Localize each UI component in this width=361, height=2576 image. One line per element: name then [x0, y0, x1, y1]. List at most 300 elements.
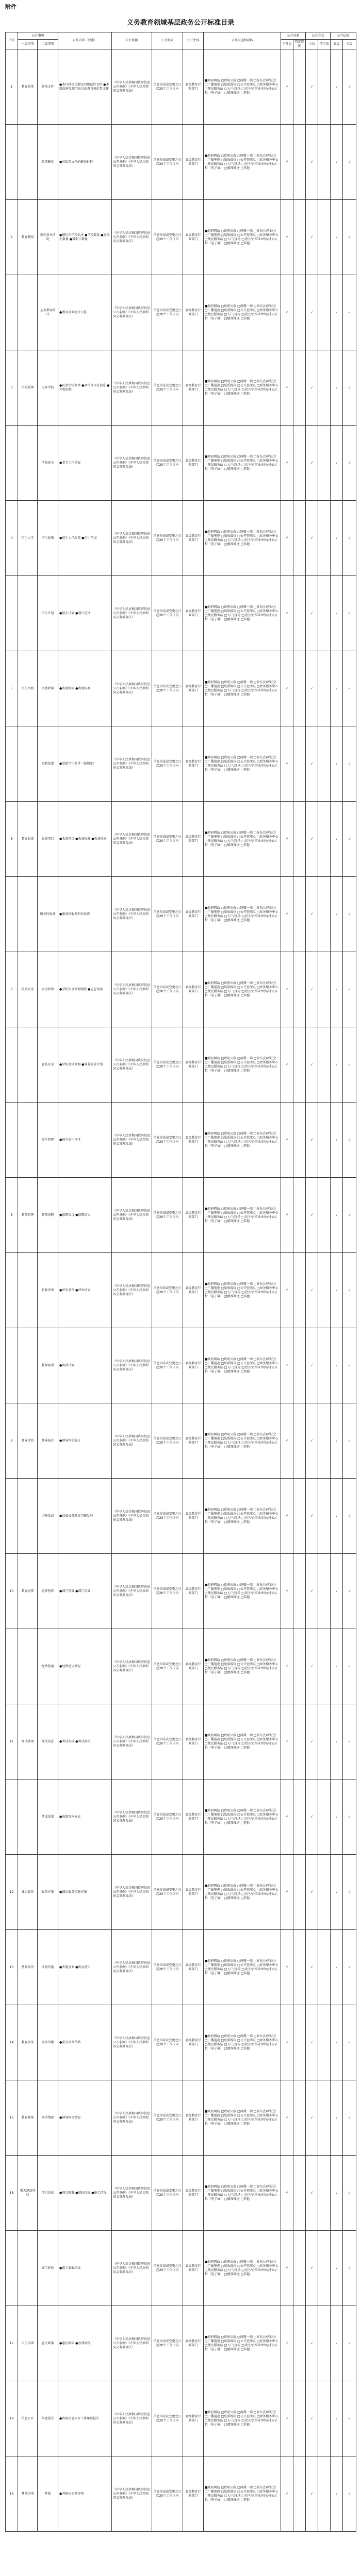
cell-active: √ — [306, 1178, 318, 1253]
cell-county: √ — [331, 501, 343, 576]
cell-channel: ■政府网站 □政府公报 □两微一端 □发布会/听证会 □广播电视 □纸质媒体 □公开查阅点 □政务服务中心 □便民服务站 □入户/现场 □社区/企事业单位/村公示栏（电子屏） □精准推送 □其他 — [204, 350, 281, 426]
cell-level2: 资助政策 — [38, 651, 58, 726]
cell-specific — [293, 2080, 306, 2156]
cell-seq — [6, 1328, 18, 1403]
cell-content: ●服务性收费和代收费 — [58, 877, 112, 952]
cell-specific — [293, 1403, 306, 1479]
cell-level2: 均衡发展 — [38, 1479, 58, 1554]
cell-basis: 《中华人民共和国政府信息公开条例》《中华人民共和国义务教育法》 — [112, 2381, 152, 2456]
cell-subject: 县级教育行政部门 — [183, 350, 204, 426]
cell-level1: 教育督导 — [18, 2080, 38, 2156]
cell-seq — [6, 726, 18, 802]
cell-all-society: √ — [281, 1930, 293, 2005]
cell-all-society: √ — [281, 2080, 293, 2156]
cell-content: ●政府信息公开工作年度报告 — [58, 2381, 112, 2456]
cell-subject: 县级教育行政部门 — [183, 2231, 204, 2306]
cell-content: ●学校食堂管理 ●营养改善计划 — [58, 1027, 112, 1103]
cell-active: √ — [306, 2456, 318, 2532]
cell-active: √ — [306, 275, 318, 350]
cell-active: √ — [306, 501, 318, 576]
header-active: 主动 — [306, 40, 318, 49]
table-row — [6, 952, 356, 1027]
cell-county: √ — [331, 952, 343, 1027]
cell-content: ●招生计划 ●划片范围 — [58, 576, 112, 651]
cell-all-society: √ — [281, 2156, 293, 2231]
cell-basis: 《中华人民共和国政府信息公开条例》《中华人民共和国义务教育法》 — [112, 576, 152, 651]
cell-active: √ — [306, 426, 318, 501]
cell-time: 信息形成或变更之日起20个工作日内 — [152, 1403, 183, 1479]
cell-specific — [293, 2456, 306, 2532]
cell-request — [318, 576, 331, 651]
cell-channel: ■政府网站 □政府公报 □两微一端 □发布会/听证会 □广播电视 □纸质媒体 □公开查阅点 □政务服务中心 □便民服务站 □入户/现场 □社区/企事业单位/村公示栏（电子屏） □精准推送 □其他 — [204, 2080, 281, 2156]
cell-channel: ■政府网站 □政府公报 □两微一端 □发布会/听证会 □广播电视 □纸质媒体 □公开查阅点 □政务服务中心 □便民服务站 □入户/现场 □社区/企事业单位/村公示栏（电子屏） □精准推送 □其他 — [204, 1253, 281, 1328]
cell-level1: 营养改善 — [18, 1930, 38, 2005]
cell-basis: 《中华人民共和国政府信息公开条例》《中华人民共和国义务教育法》 — [112, 2306, 152, 2381]
cell-all-society: √ — [281, 952, 293, 1027]
cell-basis: 《中华人民共和国政府信息公开条例》《中华人民共和国义务教育法》 — [112, 1554, 152, 1629]
cell-request — [318, 1554, 331, 1629]
table-row — [6, 2456, 356, 2532]
cell-seq — [6, 2231, 18, 2306]
cell-content: ●民办学校名单 ●办学许可证信息 ●年检结果 — [58, 350, 112, 426]
cell-active: √ — [306, 350, 318, 426]
cell-time: 信息形成或变更之日起20个工作日内 — [152, 200, 183, 275]
cell-level1 — [18, 426, 38, 501]
cell-time: 信息形成或变更之日起20个工作日内 — [152, 1780, 183, 1855]
table-row — [6, 1178, 356, 1253]
cell-active: √ — [306, 1403, 318, 1479]
cell-level2: 民办学校 — [38, 350, 58, 426]
cell-active: √ — [306, 2231, 318, 2306]
cell-county: √ — [331, 1253, 343, 1328]
cell-basis: 《中华人民共和国政府信息公开条例》《中华人民共和国义务教育法》 — [112, 350, 152, 426]
cell-level1: 学生资助 — [18, 651, 38, 726]
table-row — [6, 651, 356, 726]
cell-county: √ — [331, 1403, 343, 1479]
cell-channel: ■政府网站 □政府公报 □两微一端 □发布会/听证会 □广播电视 □纸质媒体 □公开查阅点 □政务服务中心 □便民服务站 □入户/现场 □社区/企事业单位/村公示栏（电子屏） □精准推送 □其他 — [204, 802, 281, 877]
cell-level2: 教师培训 — [38, 1328, 58, 1403]
cell-county: √ — [331, 2456, 343, 2532]
header-level: 公开层级 — [331, 32, 356, 40]
table-row — [6, 275, 356, 350]
cell-specific — [293, 1103, 306, 1178]
cell-county: √ — [331, 1554, 343, 1629]
cell-all-society: √ — [281, 1629, 293, 1704]
table-row — [6, 200, 356, 275]
cell-request — [318, 1178, 331, 1253]
cell-subject: 县级教育行政部门 — [183, 1027, 204, 1103]
cell-time: 信息形成或变更之日起20个工作日内 — [152, 1103, 183, 1178]
cell-subject: 县级教育行政部门 — [183, 125, 204, 200]
cell-level2: 其他 — [38, 2456, 58, 2532]
cell-specific — [293, 1629, 306, 1704]
cell-all-society: √ — [281, 1027, 293, 1103]
cell-level1 — [18, 1103, 38, 1178]
cell-channel: ■政府网站 □政府公报 □两微一端 □发布会/听证会 □广播电视 □纸质媒体 □公开查阅点 □政务服务中心 □便民服务站 □入户/现场 □社区/企事业单位/村公示栏（电子屏） □精准推送 □其他 — [204, 200, 281, 275]
cell-basis: 《中华人民共和国政府信息公开条例》《中华人民共和国义务教育法》 — [112, 49, 152, 125]
cell-specific — [293, 726, 306, 802]
cell-seq — [6, 576, 18, 651]
table-body — [6, 49, 356, 2532]
cell-active: √ — [306, 2306, 318, 2381]
cell-content: ●受助学生名单（按规定） — [58, 726, 112, 802]
cell-county: √ — [331, 275, 343, 350]
cell-active: √ — [306, 726, 318, 802]
header-subject: 公开主体 — [183, 32, 204, 49]
cell-level1 — [18, 2231, 38, 2306]
cell-content: ●部门预算 ●部门决算 — [58, 1554, 112, 1629]
cell-time: 信息形成或变更之日起20个工作日内 — [152, 350, 183, 426]
cell-township: √ — [343, 2156, 356, 2231]
cell-level1: 重大建设项目 — [18, 2156, 38, 2231]
cell-request — [318, 726, 331, 802]
header-content: 公开内容（要素） — [58, 32, 112, 49]
cell-level2: 问责情况 — [38, 2080, 58, 2156]
cell-county: √ — [331, 49, 343, 125]
cell-specific — [293, 49, 306, 125]
cell-township: √ — [343, 1780, 356, 1855]
cell-seq: 10 — [6, 1554, 18, 1629]
cell-specific — [293, 1554, 306, 1629]
cell-county: √ — [331, 1629, 343, 1704]
table-row — [6, 802, 356, 877]
cell-content: ●培训计划 — [58, 1328, 112, 1403]
cell-content: ●督导问责情况 — [58, 2080, 112, 2156]
cell-subject: 县级教育行政部门 — [183, 1780, 204, 1855]
cell-channel: ■政府网站 □政府公报 □两微一端 □发布会/听证会 □广播电视 □纸质媒体 □公开查阅点 □政务服务中心 □便民服务站 □入户/现场 □社区/企事业单位/村公示栏（电子屏） □精准推送 □其他 — [204, 1554, 281, 1629]
header-county: 县级 — [331, 40, 343, 49]
cell-basis: 《中华人民共和国政府信息公开条例》《中华人民共和国义务教育法》 — [112, 1704, 152, 1780]
cell-specific — [293, 1704, 306, 1780]
cell-seq: 5 — [6, 651, 18, 726]
cell-active: √ — [306, 1027, 318, 1103]
cell-specific — [293, 1253, 306, 1328]
cell-time: 信息形成或变更之日起20个工作日内 — [152, 576, 183, 651]
cell-level2: 经费使用 — [38, 1629, 58, 1704]
cell-channel: ■政府网站 □政府公报 □两微一端 □发布会/听证会 □广播电视 □纸质媒体 □公开查阅点 □政务服务中心 □便民服务站 □入户/现场 □社区/企事业单位/村公示栏（电子屏） □精准推送 □其他 — [204, 426, 281, 501]
cell-township: √ — [343, 1930, 356, 2005]
cell-level1: 教育政策 — [18, 49, 38, 125]
cell-all-society: √ — [281, 1328, 293, 1403]
cell-basis: 《中华人民共和国政府信息公开条例》《中华人民共和国义务教育法》 — [112, 1403, 152, 1479]
table-row — [6, 125, 356, 200]
cell-all-society: √ — [281, 2231, 293, 2306]
cell-active: √ — [306, 125, 318, 200]
cell-basis: 《中华人民共和国政府信息公开条例》《中华人民共和国义务教育法》 — [112, 1178, 152, 1253]
cell-level2: 安全管理 — [38, 952, 58, 1027]
cell-request — [318, 1704, 331, 1780]
cell-all-society: √ — [281, 1479, 293, 1554]
cell-time: 信息形成或变更之日起20个工作日内 — [152, 1930, 183, 2005]
cell-seq: 14 — [6, 2005, 18, 2080]
cell-seq: 11 — [6, 1704, 18, 1780]
cell-seq — [6, 1629, 18, 1704]
cell-seq: 1 — [6, 49, 18, 125]
cell-active: √ — [306, 1704, 318, 1780]
cell-level1: 其他事项 — [18, 2456, 38, 2532]
cell-level2: 招生政策 — [38, 501, 58, 576]
cell-subject: 县级教育行政部门 — [183, 576, 204, 651]
cell-active: √ — [306, 1253, 318, 1328]
cell-content: ●安全工作情况 — [58, 426, 112, 501]
cell-level1 — [18, 1027, 38, 1103]
cell-channel: ■政府网站 □政府公报 □两微一端 □发布会/听证会 □广播电视 □纸质媒体 □公开查阅点 □政务服务中心 □便民服务站 □入户/现场 □社区/企事业单位/村公示栏（电子屏） □精准推送 □其他 — [204, 1704, 281, 1780]
cell-request — [318, 1629, 331, 1704]
cell-request — [318, 1253, 331, 1328]
cell-all-society: √ — [281, 1103, 293, 1178]
cell-township: √ — [343, 2005, 356, 2080]
cell-level2: 义务教育统计 — [38, 275, 58, 350]
cell-time: 信息形成或变更之日起20个工作日内 — [152, 275, 183, 350]
header-item: 公开事项 — [18, 32, 58, 40]
cell-township: √ — [343, 1103, 356, 1178]
header-specific: 特定群体 — [293, 40, 306, 49]
cell-county: √ — [331, 2381, 343, 2456]
cell-county: √ — [331, 2231, 343, 2306]
cell-channel: ■政府网站 □政府公报 □两微一端 □发布会/听证会 □广播电视 □纸质媒体 □公开查阅点 □政务服务中心 □便民服务站 □入户/现场 □社区/企事业单位/村公示栏（电子屏） □精准推送 □其他 — [204, 1855, 281, 1930]
cell-level2: 资助结果 — [38, 726, 58, 802]
cell-time: 信息形成或变更之日起20个工作日内 — [152, 1629, 183, 1704]
cell-active: √ — [306, 1103, 318, 1178]
cell-level2: 考试信息 — [38, 1704, 58, 1780]
cell-level2: 教育基本情况 — [38, 200, 58, 275]
cell-content: ●县域义务教育均衡发展 — [58, 1479, 112, 1554]
cell-basis: 《中华人民共和国政府信息公开条例》《中华人民共和国义务教育法》 — [112, 200, 152, 275]
cell-specific — [293, 651, 306, 726]
cell-active: √ — [306, 651, 318, 726]
cell-county: √ — [331, 1178, 343, 1253]
cell-content: ●学校安全管理制度 ●应急预案 — [58, 952, 112, 1027]
cell-township: √ — [343, 1554, 356, 1629]
cell-all-society: √ — [281, 1253, 293, 1328]
cell-subject: 县级教育行政部门 — [183, 802, 204, 877]
cell-subject: 县级教育行政部门 — [183, 1103, 204, 1178]
cell-county: √ — [331, 1027, 343, 1103]
cell-request — [318, 952, 331, 1027]
cell-content: ●对政策文件的解读材料 — [58, 125, 112, 200]
cell-level2: 食品安全 — [38, 1027, 58, 1103]
cell-township: √ — [343, 1704, 356, 1780]
cell-level2: 学校安全 — [38, 426, 58, 501]
cell-specific — [293, 802, 306, 877]
cell-subject: 县级教育行政部门 — [183, 2306, 204, 2381]
cell-subject: 县级教育行政部门 — [183, 49, 204, 125]
cell-channel: ■政府网站 □政府公报 □两微一端 □发布会/听证会 □广播电视 □纸质媒体 □公开查阅点 □政务服务中心 □便民服务站 □入户/现场 □社区/企事业单位/村公示栏（电子屏） □精准推送 □其他 — [204, 2156, 281, 2231]
cell-township: √ — [343, 125, 356, 200]
cell-specific — [293, 952, 306, 1027]
cell-seq: 8 — [6, 1178, 18, 1253]
cell-seq: 17 — [6, 2306, 18, 2381]
cell-specific — [293, 200, 306, 275]
cell-level2: 督导报告 — [38, 1403, 58, 1479]
cell-time: 信息形成或变更之日起20个工作日内 — [152, 426, 183, 501]
header-basis: 公开依据 — [112, 32, 152, 49]
cell-subject: 县级教育行政部门 — [183, 2156, 204, 2231]
cell-channel: ■政府网站 □政府公报 □两微一端 □发布会/听证会 □广播电视 □纸质媒体 □公开查阅点 □政务服务中心 □便民服务站 □入户/现场 □社区/企事业单位/村公示栏（电子屏） □精准推送 □其他 — [204, 1103, 281, 1178]
cell-all-society: √ — [281, 877, 293, 952]
cell-time: 信息形成或变更之日起20个工作日内 — [152, 2231, 183, 2306]
table-row — [6, 726, 356, 802]
cell-all-society: √ — [281, 802, 293, 877]
cell-time: 信息形成或变更之日起20个工作日内 — [152, 2381, 183, 2456]
cell-request — [318, 802, 331, 877]
cell-township: √ — [343, 2381, 356, 2456]
table-row — [6, 1930, 356, 2005]
cell-specific — [293, 275, 306, 350]
cell-township: √ — [343, 49, 356, 125]
cell-subject: 县级教育行政部门 — [183, 1930, 204, 2005]
cell-county: √ — [331, 426, 343, 501]
cell-seq: 2 — [6, 200, 18, 275]
cell-basis: 《中华人民共和国政府信息公开条例》《中华人民共和国义务教育法》 — [112, 125, 152, 200]
cell-channel: ■政府网站 □政府公报 □两微一端 □发布会/听证会 □广播电视 □纸质媒体 □公开查阅点 □政务服务中心 □便民服务站 □入户/现场 □社区/企事业单位/村公示栏（电子屏） □精准推送 □其他 — [204, 1403, 281, 1479]
table-row — [6, 576, 356, 651]
cell-basis: 《中华人民共和国政府信息公开条例》《中华人民共和国义务教育法》 — [112, 651, 152, 726]
cell-request — [318, 501, 331, 576]
cell-time: 信息形成或变更之日起20个工作日内 — [152, 125, 183, 200]
cell-level2: 教师招聘 — [38, 1178, 58, 1253]
cell-level2: 惠民政策 — [38, 2306, 58, 2381]
cell-level1: 学校管理 — [18, 350, 38, 426]
cell-content: ●项目批准 ●招标投标 ●施工情况 — [58, 2156, 112, 2231]
cell-content: ●成绩查询方式 — [58, 1780, 112, 1855]
cell-channel: ■政府网站 □政府公报 □两微一端 □发布会/听证会 □广播电视 □纸质媒体 □公开查阅点 □政务服务中心 □便民服务站 □入户/现场 □社区/企事业单位/村公示栏（电子屏） □精准推送 □其他 — [204, 651, 281, 726]
cell-subject: 县级教育行政部门 — [183, 426, 204, 501]
cell-level2: 经费预算 — [38, 1554, 58, 1629]
table-row — [6, 2306, 356, 2381]
cell-level2: 服务性收费 — [38, 877, 58, 952]
cell-all-society: √ — [281, 49, 293, 125]
cell-time: 信息形成或变更之日起20个工作日内 — [152, 2005, 183, 2080]
cell-all-society: √ — [281, 200, 293, 275]
table-row — [6, 426, 356, 501]
cell-township: √ — [343, 802, 356, 877]
cell-level2: 年度报告 — [38, 2381, 58, 2456]
cell-specific — [293, 1178, 306, 1253]
cell-specific — [293, 1855, 306, 1930]
cell-seq — [6, 125, 18, 200]
cell-active: √ — [306, 2080, 318, 2156]
cell-township: √ — [343, 350, 356, 426]
cell-time: 信息形成或变更之日起20个工作日内 — [152, 1178, 183, 1253]
cell-specific — [293, 1780, 306, 1855]
cell-active: √ — [306, 2156, 318, 2231]
cell-level2: 政策解读 — [38, 125, 58, 200]
cell-level2: 计划实施 — [38, 1930, 58, 2005]
cell-content: ●考试安排 ●考试政策 — [58, 1704, 112, 1780]
header-township: 乡级 — [343, 40, 356, 49]
cell-basis: 《中华人民共和国政府信息公开条例》《中华人民共和国义务教育法》 — [112, 1629, 152, 1704]
cell-request — [318, 1855, 331, 1930]
cell-channel: ■政府网站 □政府公报 □两微一端 □发布会/听证会 □广播电视 □纸质媒体 □公开查阅点 □政务服务中心 □便民服务站 □入户/现场 □社区/企事业单位/村公示栏（电子屏） □精准推送 □其他 — [204, 1328, 281, 1403]
cell-content: ●其他应公开事项 — [58, 2456, 112, 2532]
cell-county: √ — [331, 1704, 343, 1780]
cell-all-society: √ — [281, 2005, 293, 2080]
attachment-label: 附件 — [5, 4, 17, 10]
cell-basis: 《中华人民共和国政府信息公开条例》《中华人民共和国义务教育法》 — [112, 1328, 152, 1403]
cell-subject: 县级教育行政部门 — [183, 2456, 204, 2532]
cell-channel: ■政府网站 □政府公报 □两微一端 □发布会/听证会 □广播电视 □纸质媒体 □公开查阅点 □政务服务中心 □便民服务站 □入户/现场 □社区/企事业单位/村公示栏（电子屏） □精准推送 □其他 — [204, 576, 281, 651]
catalog-table — [5, 32, 356, 2532]
cell-level2: 考试结果 — [38, 1780, 58, 1855]
cell-basis: 《中华人民共和国政府信息公开条例》《中华人民共和国义务教育法》 — [112, 1103, 152, 1178]
cell-time: 信息形成或变更之日起20个工作日内 — [152, 952, 183, 1027]
cell-specific — [293, 2231, 306, 2306]
cell-level2: 改革举措 — [38, 2005, 58, 2080]
cell-level1 — [18, 1479, 38, 1554]
cell-request — [318, 1780, 331, 1855]
cell-basis: 《中华人民共和国政府信息公开条例》《中华人民共和国义务教育法》 — [112, 952, 152, 1027]
cell-content: ●招聘公告 ●招聘结果 — [58, 1178, 112, 1253]
cell-all-society: √ — [281, 1780, 293, 1855]
cell-township: √ — [343, 576, 356, 651]
page-title: 义务教育领域基层政务公开标准目录 — [126, 19, 234, 27]
cell-township: √ — [343, 726, 356, 802]
cell-county: √ — [331, 1780, 343, 1855]
cell-township: √ — [343, 1479, 356, 1554]
cell-county: √ — [331, 802, 343, 877]
cell-channel: ■政府网站 □政府公报 □两微一端 □发布会/听证会 □广播电视 □纸质媒体 □公开查阅点 □政务服务中心 □便民服务站 □入户/现场 □社区/企事业单位/村公示栏（电子屏） □精准推送 □其他 — [204, 726, 281, 802]
cell-active: √ — [306, 49, 318, 125]
cell-subject: 县级教育行政部门 — [183, 726, 204, 802]
cell-seq — [6, 426, 18, 501]
cell-basis: 《中华人民共和国政府信息公开条例》《中华人民共和国义务教育法》 — [112, 2080, 152, 2156]
cell-seq: 9 — [6, 1403, 18, 1479]
cell-channel: ■政府网站 □政府公报 □两微一端 □发布会/听证会 □广播电视 □纸质媒体 □公开查阅点 □政务服务中心 □便民服务站 □入户/现场 □社区/企事业单位/村公示栏（电子屏） □精准推送 □其他 — [204, 952, 281, 1027]
cell-subject: 县级教育行政部门 — [183, 1328, 204, 1403]
cell-basis: 《中华人民共和国政府信息公开条例》《中华人民共和国义务教育法》 — [112, 501, 152, 576]
cell-county: √ — [331, 125, 343, 200]
cell-county: √ — [331, 1103, 343, 1178]
cell-active: √ — [306, 1855, 318, 1930]
cell-subject: 县级教育行政部门 — [183, 1629, 204, 1704]
cell-county: √ — [331, 350, 343, 426]
cell-all-society: √ — [281, 501, 293, 576]
cell-basis: 《中华人民共和国政府信息公开条例》《中华人民共和国义务教育法》 — [112, 2005, 152, 2080]
cell-time: 信息形成或变更之日起20个工作日内 — [152, 2080, 183, 2156]
header-all-society: 全社会 — [281, 40, 293, 49]
cell-township: √ — [343, 651, 356, 726]
table-row — [6, 2005, 356, 2080]
cell-county: √ — [331, 2080, 343, 2156]
header-level2: 二级事项 — [38, 40, 58, 49]
cell-all-society: √ — [281, 275, 293, 350]
cell-active: √ — [306, 1479, 318, 1554]
table-row — [6, 1403, 356, 1479]
cell-request — [318, 200, 331, 275]
table-row — [6, 1855, 356, 1930]
cell-township: √ — [343, 2456, 356, 2532]
cell-basis: 《中华人民共和国政府信息公开条例》《中华人民共和国义务教育法》 — [112, 1027, 152, 1103]
cell-seq: 3 — [6, 350, 18, 426]
cell-level1: 教育概况 — [18, 200, 38, 275]
cell-all-society: √ — [281, 1855, 293, 1930]
cell-level1: 督导评估 — [18, 1403, 38, 1479]
cell-all-society: √ — [281, 1403, 293, 1479]
cell-content: ●收费项目 ●收费标准 ●收费依据 — [58, 802, 112, 877]
cell-request — [318, 125, 331, 200]
header-seq: 序号 — [6, 32, 18, 49]
cell-township: √ — [343, 2306, 356, 2381]
cell-request — [318, 275, 331, 350]
cell-basis: 《中华人民共和国政府信息公开条例》《中华人民共和国义务教育法》 — [112, 1930, 152, 2005]
cell-specific — [293, 350, 306, 426]
cell-channel: ■政府网站 □政府公报 □两微一端 □发布会/听证会 □广播电视 □纸质媒体 □公开查阅点 □政务服务中心 □便民服务站 □入户/现场 □社区/企事业单位/村公示栏（电子屏） □精准推送 □其他 — [204, 2456, 281, 2532]
cell-content: ●督导评估报告 — [58, 1403, 112, 1479]
cell-level1: 招生入学 — [18, 501, 38, 576]
cell-specific — [293, 2156, 306, 2231]
header-channel: 公开渠道和载体 — [204, 32, 281, 49]
